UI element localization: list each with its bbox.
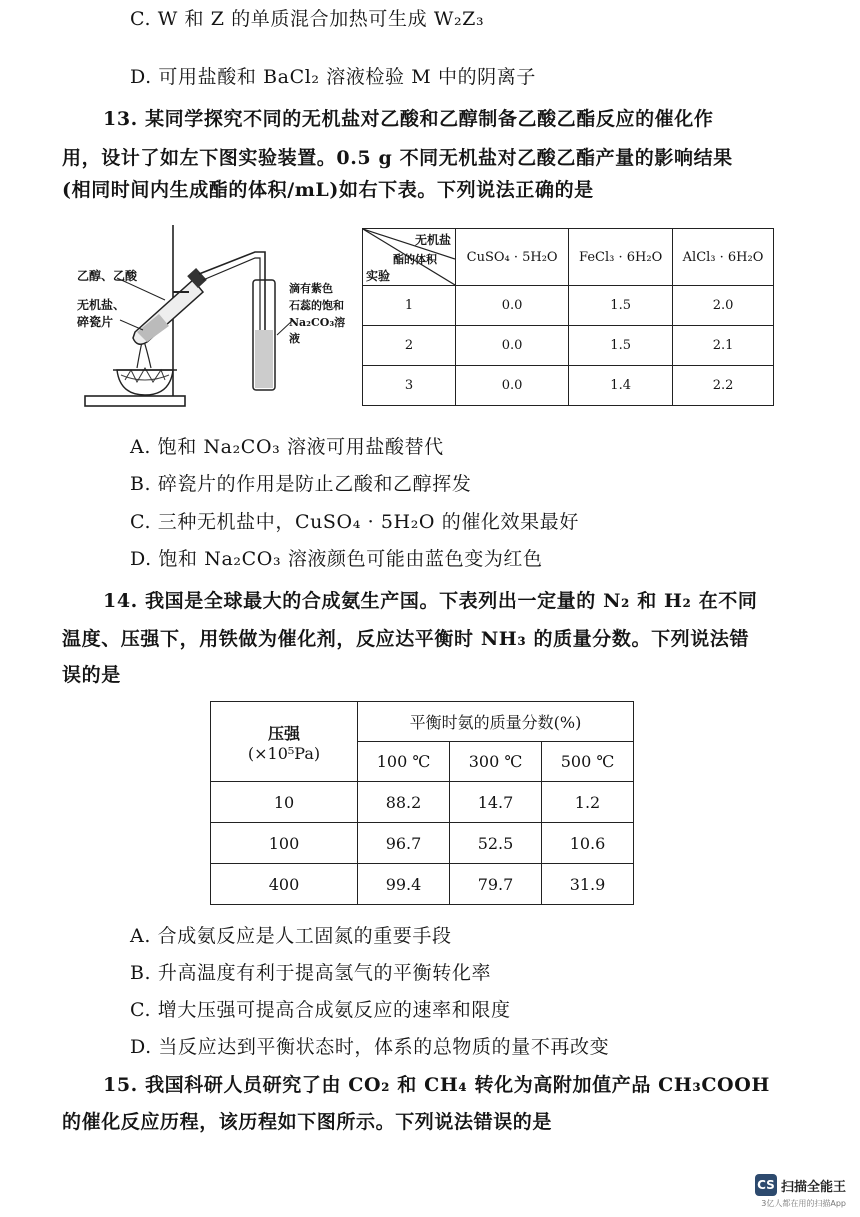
- table-cell: 0.0: [456, 326, 569, 366]
- temp-header: 500 ℃: [542, 742, 634, 782]
- temp-header: 100 ℃: [358, 742, 450, 782]
- table-cell: 2: [363, 326, 456, 366]
- table-cell: 88.2: [358, 782, 450, 823]
- pressure-header: [211, 702, 358, 782]
- table-cell: 10: [211, 782, 358, 823]
- table-cell: 14.7: [450, 782, 542, 823]
- temp-header: 300 ℃: [450, 742, 542, 782]
- column-header: AlCl₃ · 6H₂O: [673, 229, 774, 286]
- corner-label-salt: 无机盐: [414, 233, 451, 247]
- table-row: [211, 864, 634, 905]
- q13-option-d: D. 饱和 Na₂CO₃ 溶液颜色可能由蓝色变为红色: [130, 548, 543, 570]
- table-cell: 2.1: [673, 326, 774, 366]
- q15-stem-line1: 15. 我国科研人员研究了由 CO₂ 和 CH₄ 转化为高附加值产品 CH₃COOH: [103, 1074, 770, 1096]
- table-row: [211, 823, 634, 864]
- watermark-tagline: 3亿人都在用的扫描App: [761, 1199, 846, 1208]
- ammonia-table: [210, 701, 634, 905]
- corner-label-experiment: 实验: [366, 269, 391, 283]
- table-cell: 31.9: [542, 864, 634, 905]
- label-tube-line2: 石蕊的饱和: [289, 299, 344, 312]
- q13-stem-line1: 13. 某同学探究不同的无机盐对乙酸和乙醇制备乙酸乙酯反应的催化作: [103, 108, 714, 130]
- table-cell: 2.0: [673, 286, 774, 326]
- q14-stem-line1: 14. 我国是全球最大的合成氨生产国。下表列出一定量的 N₂ 和 H₂ 在不同: [103, 590, 758, 612]
- pressure-label: 压强: [267, 723, 300, 743]
- label-salt-line2: 碎瓷片: [77, 315, 114, 329]
- q14-option-a: A. 合成氨反应是人工固氮的重要手段: [130, 925, 452, 947]
- scanner-watermark: [755, 1174, 846, 1209]
- table-cell: 1.5: [569, 326, 673, 366]
- table-cell: 0.0: [456, 366, 569, 406]
- mass-fraction-header: 平衡时氨的质量分数(%): [358, 702, 634, 742]
- catalyst-table: [362, 228, 774, 406]
- column-header: CuSO₄ · 5H₂O: [456, 229, 569, 286]
- label-salt-line1: 无机盐、: [77, 298, 126, 312]
- table-cell: 1.2: [542, 782, 634, 823]
- table-row: [211, 782, 634, 823]
- table-cell: 99.4: [358, 864, 450, 905]
- table-row: [363, 326, 774, 366]
- table-cell: 1: [363, 286, 456, 326]
- table-cell: 3: [363, 366, 456, 406]
- q13-option-a: A. 饱和 Na₂CO₃ 溶液可用盐酸替代: [130, 436, 444, 458]
- table-cell: 0.0: [456, 286, 569, 326]
- q13-stem-line3: (相同时间内生成酯的体积/mL)如右下表。下列说法正确的是: [62, 179, 594, 201]
- apparatus-figure: [65, 220, 355, 415]
- table-corner-cell: [363, 229, 456, 286]
- q13-option-b: B. 碎瓷片的作用是防止乙酸和乙醇挥发: [130, 473, 472, 495]
- watermark-app-name: 扫描全能王: [780, 1179, 846, 1195]
- table-cell: 10.6: [542, 823, 634, 864]
- table-cell: 400: [211, 864, 358, 905]
- table-row: [363, 286, 774, 326]
- label-reactants: 乙醇、乙酸: [77, 269, 138, 283]
- table-cell: 1.4: [569, 366, 673, 406]
- label-tube-line1: 滴有紫色: [289, 282, 333, 295]
- q14-option-c: C. 增大压强可提高合成氨反应的速率和限度: [130, 999, 511, 1021]
- q12-option-c: C. W 和 Z 的单质混合加热可生成 W₂Z₃: [130, 8, 485, 30]
- table-cell: 52.5: [450, 823, 542, 864]
- q13-option-c: C. 三种无机盐中，CuSO₄ · 5H₂O 的催化效果最好: [130, 511, 579, 533]
- q14-option-b: B. 升高温度有利于提高氢气的平衡转化率: [130, 962, 492, 984]
- q14-stem-line3: 误的是: [62, 664, 121, 686]
- camscanner-logo-icon: CS: [755, 1174, 777, 1196]
- q15-stem-line2: 的催化反应历程，该历程如下图所示。下列说法错误的是: [62, 1111, 553, 1133]
- q12-option-d: D. 可用盐酸和 BaCl₂ 溶液检验 M 中的阴离子: [130, 66, 536, 88]
- table-cell: 2.2: [673, 366, 774, 406]
- table-cell: 1.5: [569, 286, 673, 326]
- q14-stem-line2: 温度、压强下，用铁做为催化剂，反应达平衡时 NH₃ 的质量分数。下列说法错: [62, 628, 750, 650]
- pressure-unit: (×10⁵Pa): [247, 743, 321, 763]
- corner-label-volume: 酯的体积: [393, 253, 437, 266]
- column-header: FeCl₃ · 6H₂O: [569, 229, 673, 286]
- q13-stem-line2: 用，设计了如左下图实验装置。0.5 g 不同无机盐对乙酸乙酯产量的影响结果: [62, 147, 733, 169]
- table-cell: 79.7: [450, 864, 542, 905]
- q14-option-d: D. 当反应达到平衡状态时，体系的总物质的量不再改变: [130, 1036, 610, 1058]
- table-cell: 100: [211, 823, 358, 864]
- table-row: [363, 366, 774, 406]
- table-cell: 96.7: [358, 823, 450, 864]
- label-tube-line3: Na₂CO₃溶液: [289, 316, 346, 345]
